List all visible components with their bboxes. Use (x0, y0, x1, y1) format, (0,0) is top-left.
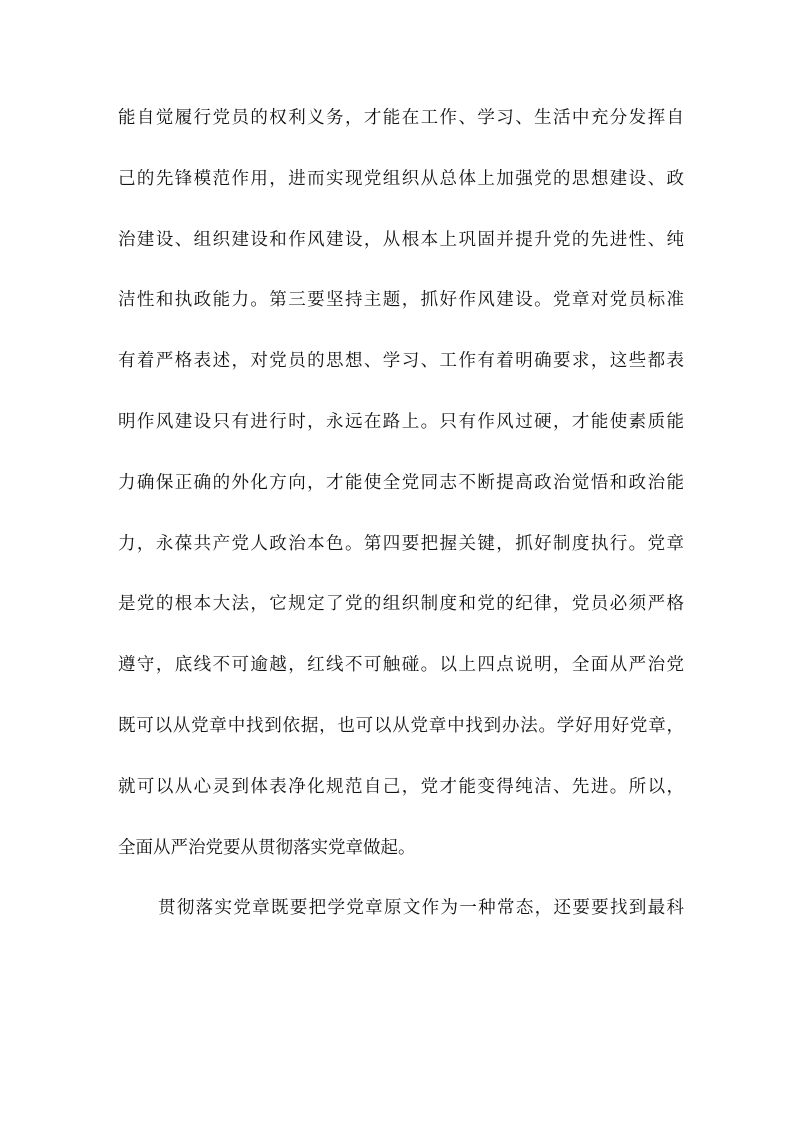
text-line: 就可以从心灵到体表净化规范自己，党才能变得纯洁、先进。所以， (118, 776, 684, 797)
text-line: 既可以从党章中找到依据，也可以从党章中找到办法。学好用好党章， (118, 715, 684, 736)
text-line: 力确保正确的外化方向，才能使全党同志不断提高政治觉悟和政治能 (118, 472, 684, 493)
text-line: 己的先锋模范作用，进而实现党组织从总体上加强党的思想建设、政 (118, 168, 684, 189)
paragraph-1 (118, 103, 684, 863)
text-line: 贯彻落实党章既要把学党章原文作为一种常态，还要要找到最科 (158, 898, 684, 919)
text-line: 全面从严治党要从贯彻落实党章做起。 (118, 837, 416, 858)
paragraph-2 (118, 893, 684, 923)
text-line: 治建设、组织建设和作风建设，从根本上巩固并提升党的先进性、纯 (118, 229, 684, 250)
text-line: 力，永葆共产党人政治本色。第四要把握关键，抓好制度执行。党章 (118, 533, 684, 554)
text-line: 有着严格表述，对党员的思想、学习、工作有着明确要求，这些都表 (118, 351, 684, 372)
document-body (118, 103, 684, 954)
text-line: 洁性和执政能力。第三要坚持主题，抓好作风建设。党章对党员标准 (118, 290, 684, 311)
text-line: 明作风建设只有进行时，永远在路上。只有作风过硬，才能使素质能 (118, 411, 684, 432)
text-line: 遵守，底线不可逾越，红线不可触碰。以上四点说明，全面从严治党 (118, 655, 684, 676)
text-line: 是党的根本大法，它规定了党的组织制度和党的纪律，党员必须严格 (118, 594, 684, 615)
text-line: 能自觉履行党员的权利义务，才能在工作、学习、生活中充分发挥自 (118, 108, 684, 128)
